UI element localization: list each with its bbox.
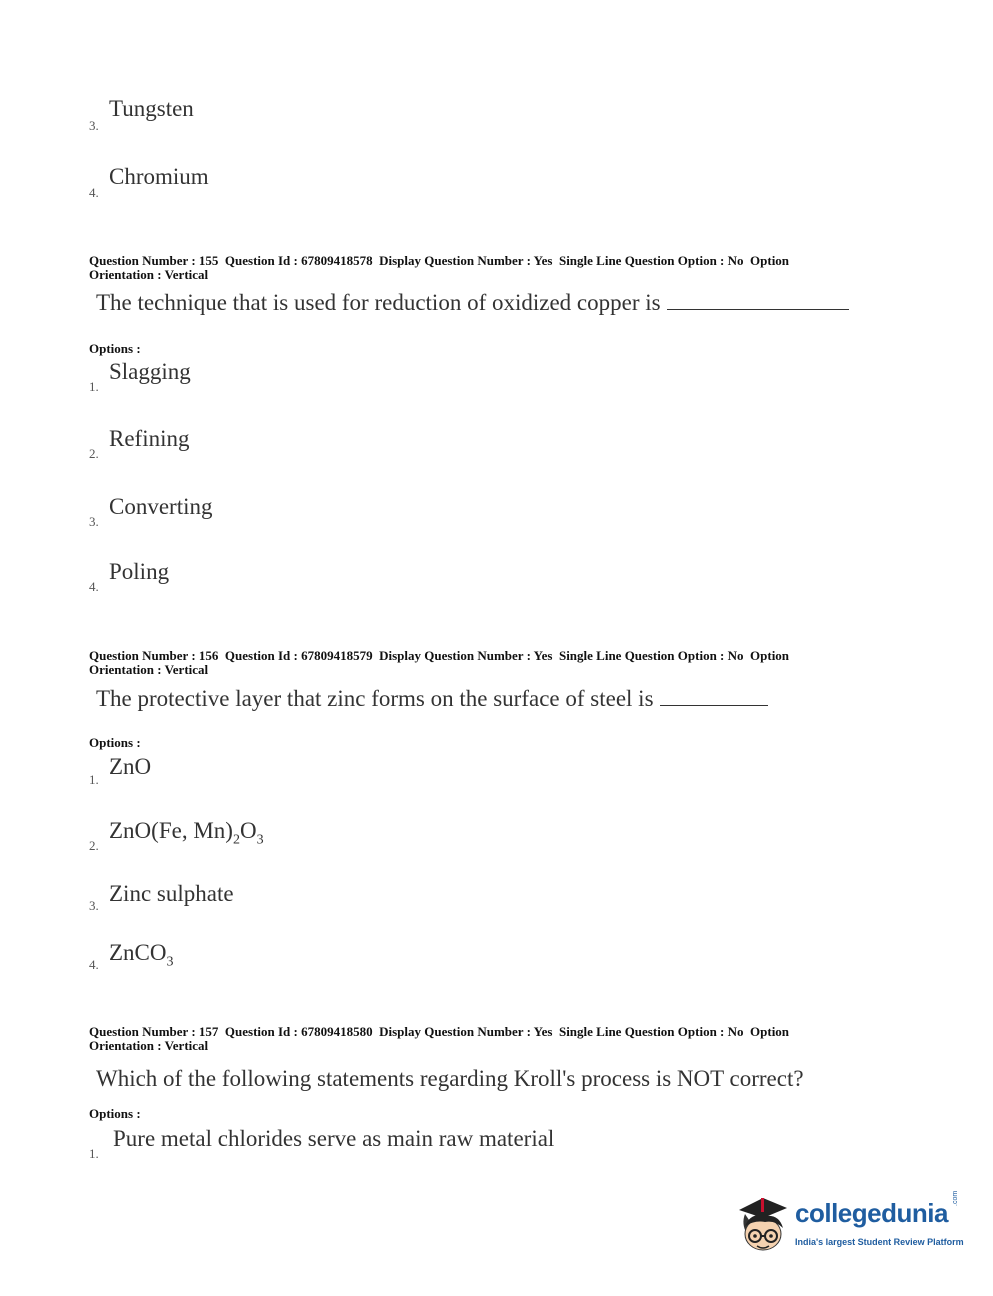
options-label: Options : — [89, 735, 141, 750]
question-text: The technique that is used for reduction of oxidized copper is — [96, 290, 661, 315]
option-3-text: Zinc sulphate — [109, 881, 234, 906]
subscript: 2 — [232, 832, 240, 848]
option-1-text: Slagging — [109, 359, 191, 384]
formula-part: O — [239, 818, 257, 843]
option-4-text: Poling — [109, 559, 170, 584]
option-3-text: Tungsten — [109, 96, 194, 121]
options-label: Options : — [89, 1106, 141, 1121]
option-3-number: 3. — [89, 514, 99, 529]
option-1-number: 1. — [89, 772, 99, 787]
option-4-number: 4. — [89, 579, 99, 594]
option-2-text: Refining — [109, 426, 190, 451]
option-1-number: 1. — [89, 1146, 99, 1161]
mascot-icon — [735, 1190, 793, 1260]
collegedunia-logo — [735, 1190, 965, 1260]
logo-wordmark: collegedunia — [795, 1198, 948, 1228]
logo-dotcom: .com — [952, 1190, 959, 1206]
option-1-number: 1. — [89, 379, 99, 394]
answer-blank — [660, 687, 768, 706]
question-155-text — [96, 290, 849, 316]
logo-tagline: India's largest Student Review Platform — [795, 1237, 964, 1247]
question-157-text: Which of the following statements regarding Kroll's process is NOT correct? — [96, 1066, 804, 1091]
question-156-meta: Question Number : 156 Question Id : 67809418579 Display Question Number : Yes Single Line Question Option : No Option Orientation : Vertical — [89, 648, 790, 677]
option-3-number: 3. — [89, 118, 99, 133]
question-text: The protective layer that zinc forms on the surface of steel is — [96, 686, 654, 711]
option-3-number: 3. — [89, 898, 99, 913]
option-4-text — [109, 940, 174, 971]
option-1-text: Pure metal chlorides serve as main raw material — [113, 1126, 555, 1151]
answer-blank — [667, 291, 849, 310]
option-4-number: 4. — [89, 957, 99, 972]
subscript: 3 — [256, 832, 264, 848]
option-2-text — [109, 818, 264, 849]
formula-part: ZnCO — [109, 940, 167, 965]
option-4-number: 4. — [89, 185, 99, 200]
subscript: 3 — [166, 954, 174, 970]
options-label: Options : — [89, 341, 141, 356]
option-4-text: Chromium — [109, 164, 209, 189]
option-1-text: ZnO — [109, 754, 152, 779]
option-3-text: Converting — [109, 494, 213, 519]
question-155-meta: Question Number : 155 Question Id : 67809418578 Display Question Number : Yes Single Line Question Option : No Option Orientation : Vertical — [89, 253, 790, 282]
option-2-number: 2. — [89, 446, 99, 461]
question-157-meta: Question Number : 157 Question Id : 67809418580 Display Question Number : Yes Single Line Question Option : No Option Orientation : Vertical — [89, 1024, 790, 1053]
question-156-text — [96, 686, 768, 712]
formula-part: ZnO(Fe, Mn) — [109, 818, 233, 843]
option-2-number: 2. — [89, 838, 99, 853]
